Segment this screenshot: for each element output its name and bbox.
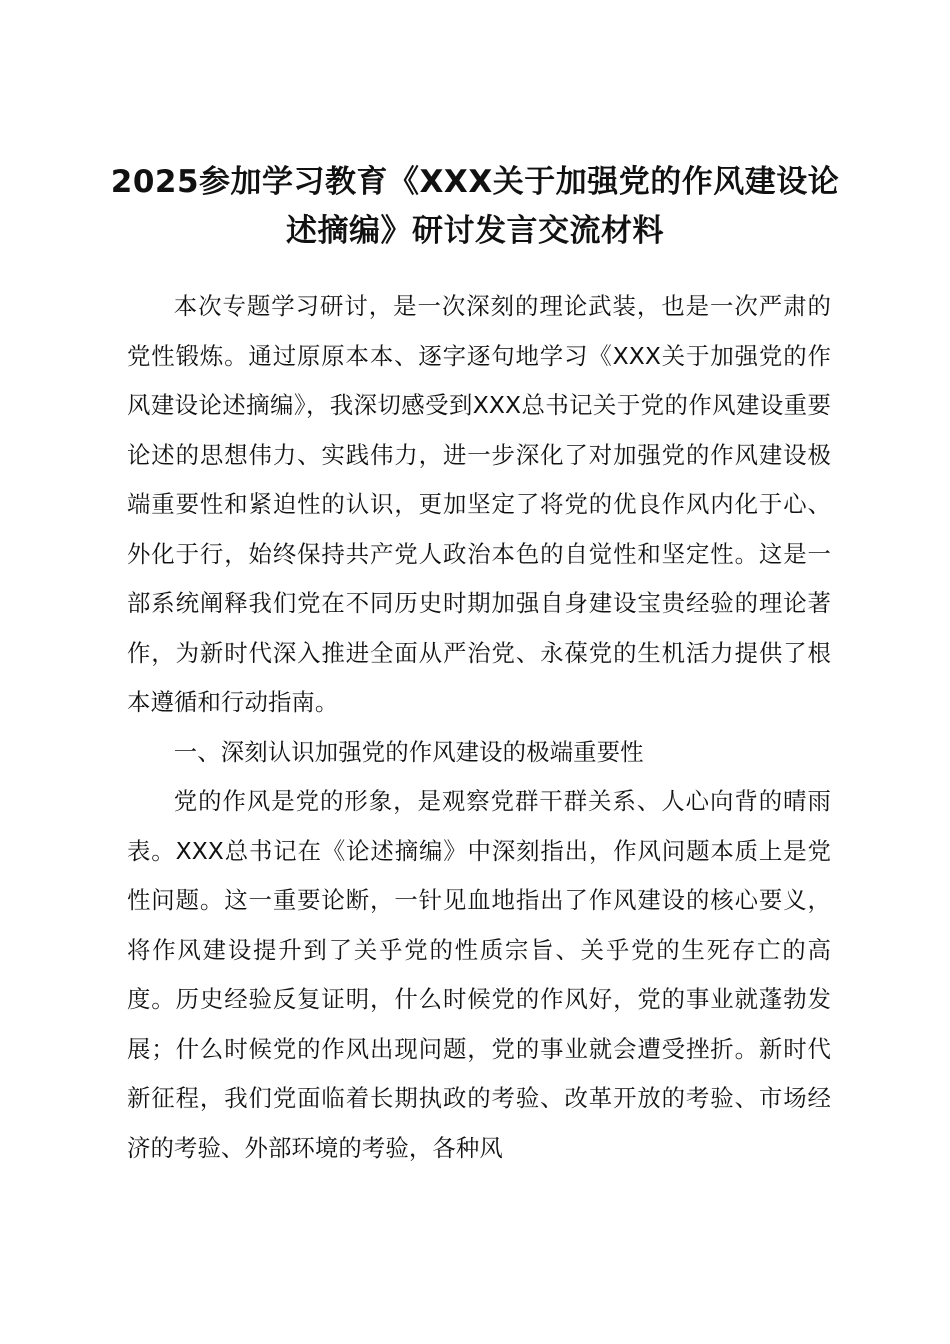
document-title: 2025参加学习教育《XXX关于加强党的作风建设论述摘编》研讨发言交流材料 <box>110 164 840 249</box>
section-paragraph: 党的作风是党的形象，是观察党群干群关系、人心向背的晴雨表。XXX总书记在《论述摘编》中深刻指出，作风问题本质上是党性问题。这一重要论断，一针见血地指出了作风建设的核心要义，将作风建设提升到了关乎党的性质宗旨、关乎党的生死存亡的高度。历史经验反复证明，什么时候党的作风好，党的事业就蓬勃发展；什么时候党的作风出现问题，党的事业就会遭受挫折。新时代新征程，我们党面临着长期执政的考验、改革开放的考验、市场经济的考验、外部环境的考验，各种风 <box>127 787 831 1162</box>
intro-paragraph: 本次专题学习研讨，是一次深刻的理论武装，也是一次严肃的党性锻炼。通过原原本本、逐字逐句地学习《XXX关于加强党的作风建设论述摘编》，我深切感受到XXX总书记关于党的作风建设重要论述的思想伟力、实践伟力，进一步深化了对加强党的作风建设极端重要性和紧迫性的认识，更加坚定了将党的优良作风内化于心、外化于行，始终保持共产党人政治本色的自觉性和坚定性。这是一部系统阐释我们党在不同历史时期加强自身建设宝贵经验的理论著作，为新时代深入推进全面从严治党、永葆党的生机活力提供了根本遵循和行动指南。 <box>127 292 831 716</box>
document-body <box>127 282 831 1173</box>
section-heading: 一、深刻认识加强党的作风建设的极端重要性 <box>173 737 644 766</box>
